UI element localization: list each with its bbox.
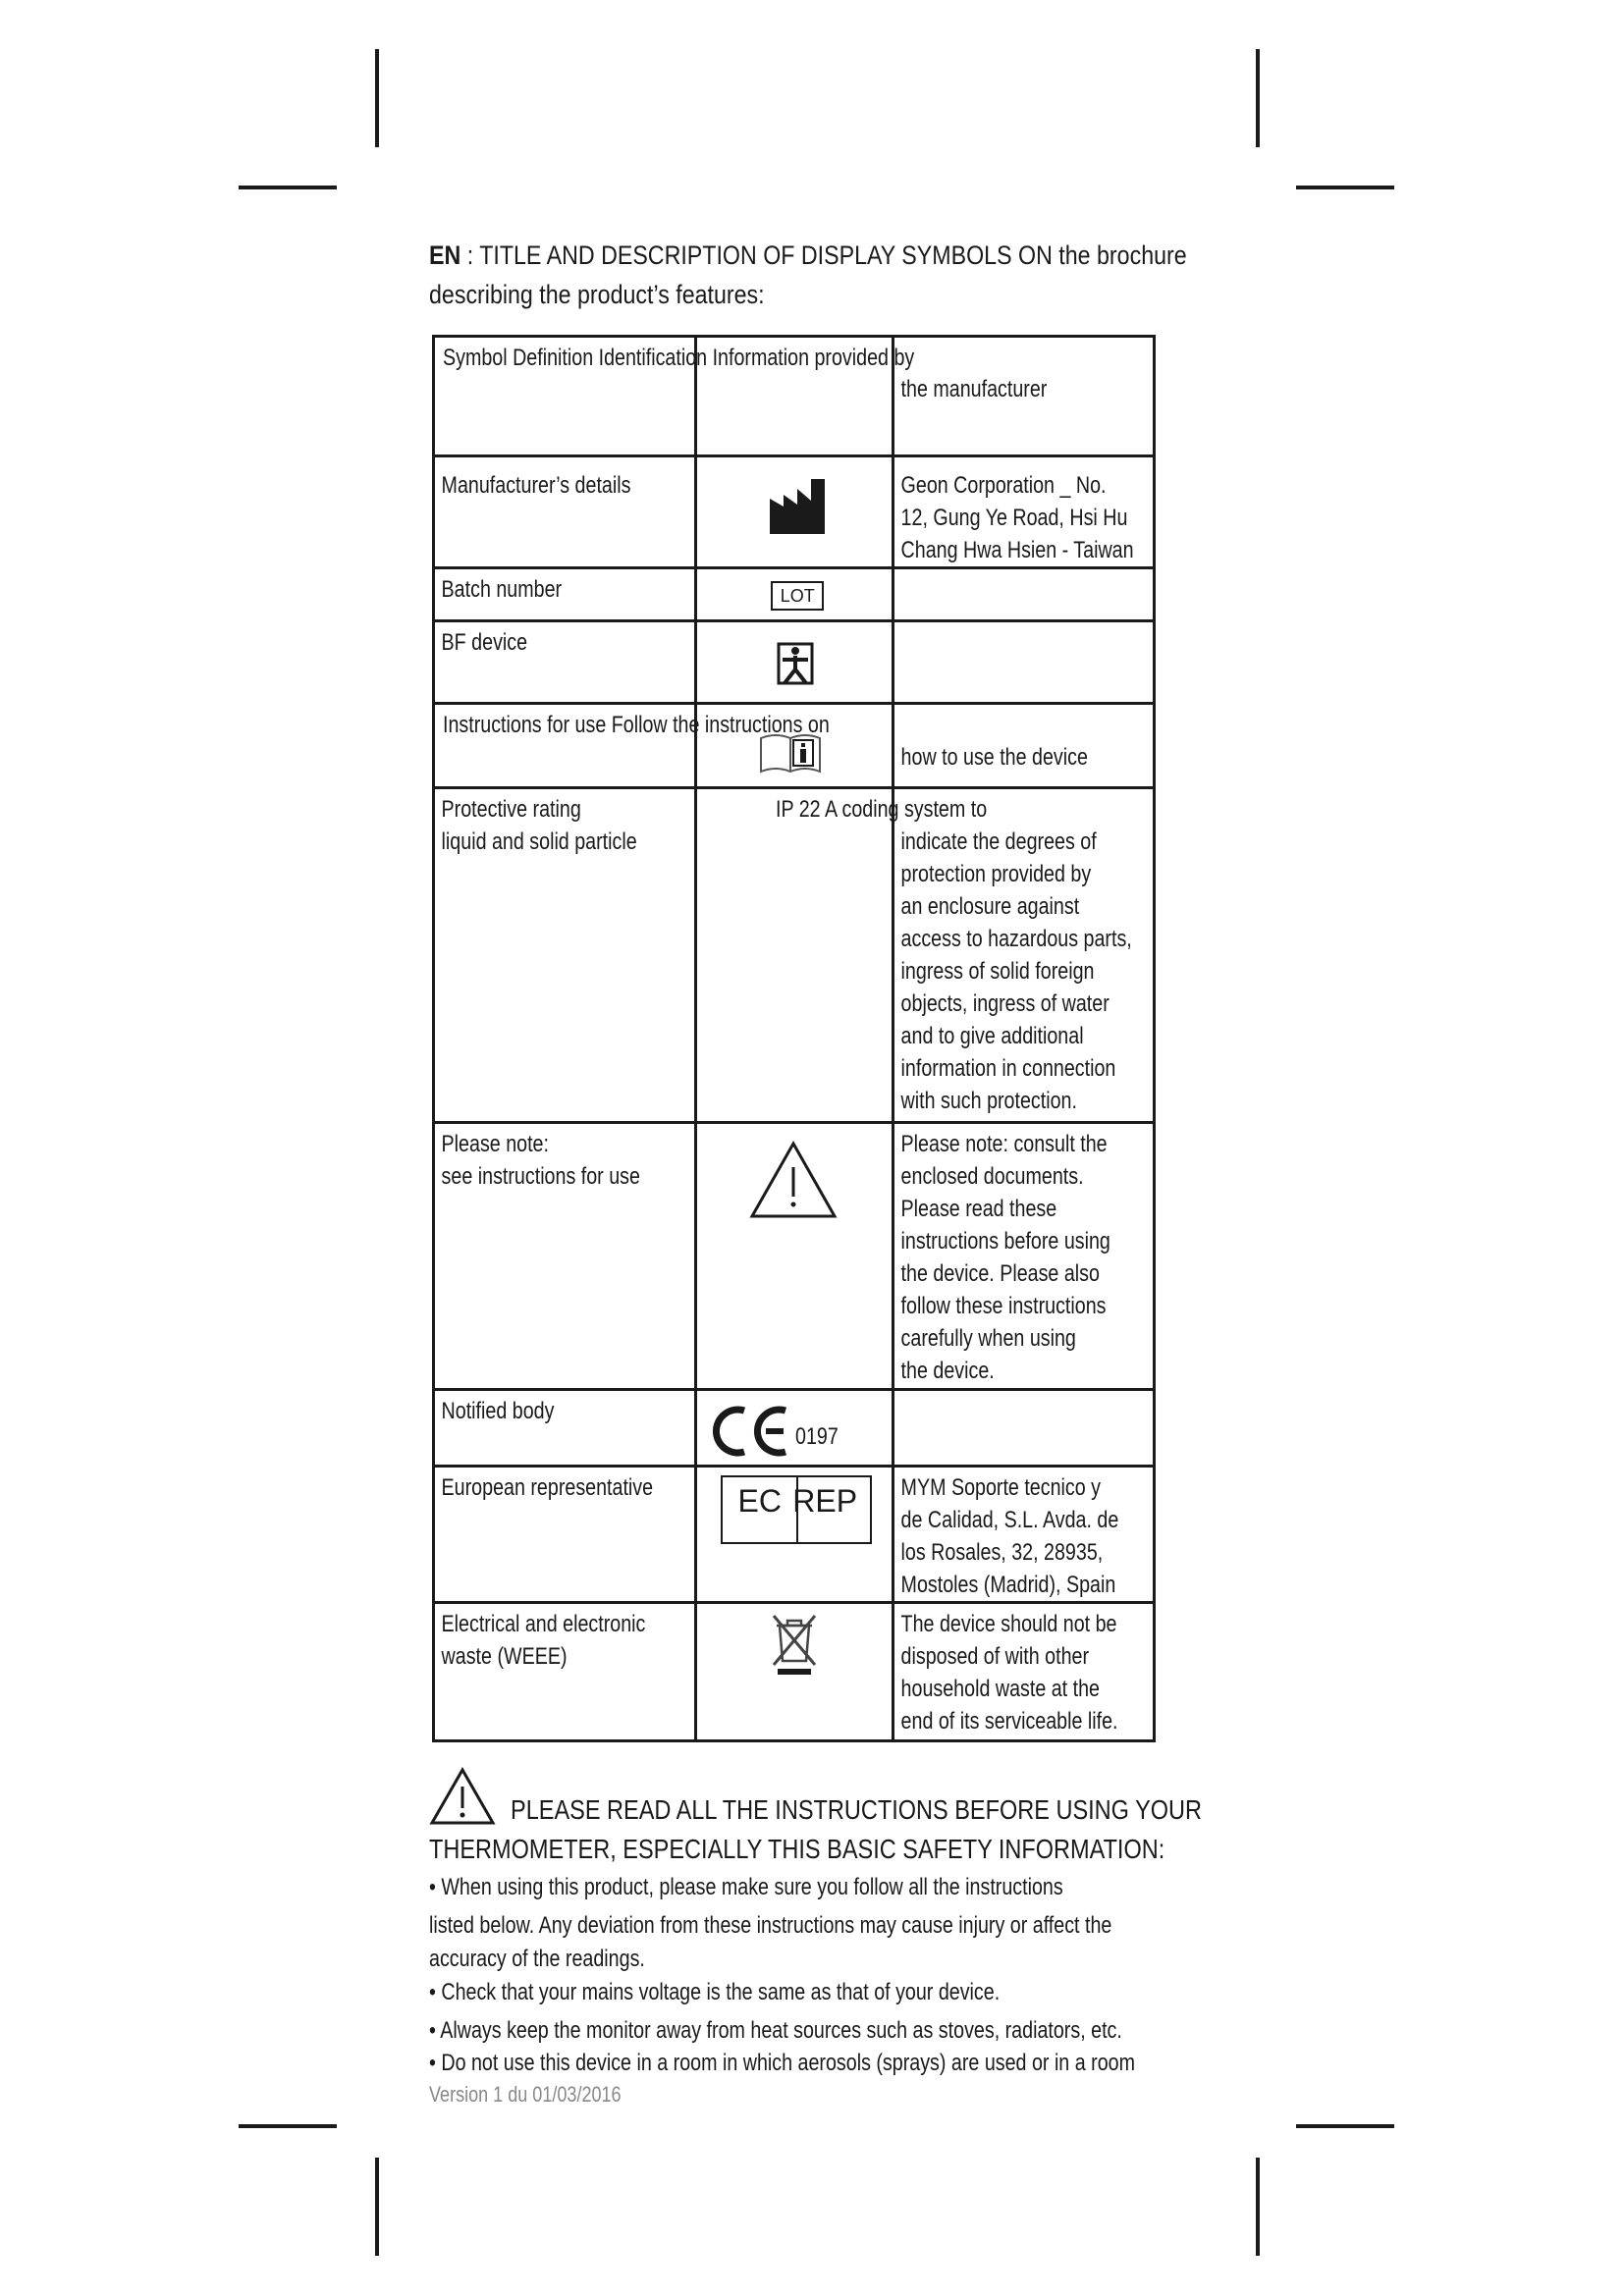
- crop-mark: [239, 186, 337, 189]
- definition-text: European representative: [441, 1474, 654, 1501]
- header-text: Symbol Definition Identification Information provided by: [443, 345, 915, 371]
- version-footer: Version 1 du 01/03/2016: [429, 2082, 622, 2107]
- weee-bin-icon: [770, 1612, 819, 1677]
- crop-mark: [1256, 2158, 1260, 2256]
- table-row: [434, 1123, 1155, 1390]
- notified-body-number: 0197: [795, 1423, 839, 1450]
- page-heading: [429, 236, 1187, 314]
- ip-rating-text: IP 22 A coding system to: [776, 796, 988, 823]
- warning-triangle-icon: [429, 1767, 496, 1826]
- warning-triangle-icon: [748, 1140, 839, 1220]
- symbols-table: [432, 335, 1156, 1742]
- table-row: [434, 1603, 1155, 1741]
- heading-line-2: describing the product’s features:: [429, 280, 765, 309]
- safety-title-line-1: PLEASE READ ALL THE INSTRUCTIONS BEFORE USING YOUR: [511, 1794, 1203, 1825]
- safety-bullet-2: • Check that your mains voltage is the same as that of your device.: [429, 1979, 1001, 2005]
- manufacturer-icon: [768, 475, 829, 536]
- info-text: Please note: consult the enclosed documents. Please read these instructions before using the device. Please also follow these instructions carefully when using the device.: [900, 1131, 1110, 1384]
- info-text: The device should not be disposed of with other household waste at the end of its serviceable life.: [900, 1611, 1118, 1735]
- crop-mark: [1296, 2124, 1394, 2128]
- language-code: EN: [429, 240, 461, 270]
- safety-title-line-2: THERMOMETER, ESPECIALLY THIS BASIC SAFETY INFORMATION:: [429, 1834, 1165, 1864]
- table-row-header: [434, 337, 1155, 456]
- crop-mark: [1256, 49, 1260, 147]
- bf-device-icon: [777, 642, 814, 685]
- definition-text: BF device: [441, 629, 528, 656]
- crop-mark: [375, 2158, 379, 2256]
- info-text: Geon Corporation _ No. 12, Gung Ye Road, Hsi Hu Chang Hwa Hsien - Taiwan: [900, 472, 1134, 563]
- heading-line-1: : TITLE AND DESCRIPTION OF DISPLAY SYMBOLS ON the brochure: [460, 240, 1187, 270]
- table-row: [434, 1467, 1155, 1603]
- table-row: [434, 568, 1155, 621]
- table-row: [434, 621, 1155, 704]
- crop-mark: [1296, 186, 1394, 189]
- ec-rep-ec-text: EC: [723, 1477, 798, 1542]
- safety-bullet-4: • Do not use this device in a room in which aerosols (sprays) are used or in a room: [429, 2050, 1135, 2076]
- ec-rep-rep-text: REP: [792, 1483, 858, 1519]
- info-text: how to use the device: [900, 744, 1088, 771]
- info-text: MYM Soporte tecnico y de Calidad, S.L. Avda. de los Rosales, 32, 28935, Mostoles (Madrid), Spain: [900, 1474, 1119, 1598]
- ec-rep-icon: [721, 1475, 872, 1544]
- definition-text: Instructions for use Follow the instructions on: [443, 712, 830, 738]
- table-row: [434, 456, 1155, 568]
- safety-bullet-1a: • When using this product, please make sure you follow all the instructions: [429, 1874, 1063, 1900]
- info-text: indicate the degrees of protection provided by an enclosure against access to hazardous parts, ingress of solid foreign objects, ingress of water and to give additional information in connection with such protection.: [900, 828, 1132, 1114]
- lot-icon: LOT: [771, 581, 824, 611]
- table-row: [434, 704, 1155, 788]
- safety-bullet-1b: listed below. Any deviation from these instructions may cause injury or affect the: [429, 1912, 1112, 1939]
- crop-mark: [375, 49, 379, 147]
- header-text-cont: the manufacturer: [900, 376, 1048, 402]
- definition-text: Protective rating liquid and solid particle: [441, 796, 637, 855]
- definition-text: Batch number: [441, 576, 563, 603]
- table-row: [434, 1390, 1155, 1467]
- safety-bullet-1c: accuracy of the readings.: [429, 1946, 645, 1972]
- definition-text: Please note: see instructions for use: [441, 1131, 640, 1190]
- definition-text: Electrical and electronic waste (WEEE): [441, 1611, 646, 1670]
- safety-bullet-3: • Always keep the monitor away from heat sources such as stoves, radiators, etc.: [429, 2017, 1122, 2044]
- definition-text: Manufacturer’s details: [441, 472, 631, 499]
- crop-mark: [239, 2124, 337, 2128]
- table-row: [434, 788, 1155, 1123]
- ce-mark-icon: [711, 1403, 789, 1458]
- definition-text: Notified body: [441, 1398, 555, 1424]
